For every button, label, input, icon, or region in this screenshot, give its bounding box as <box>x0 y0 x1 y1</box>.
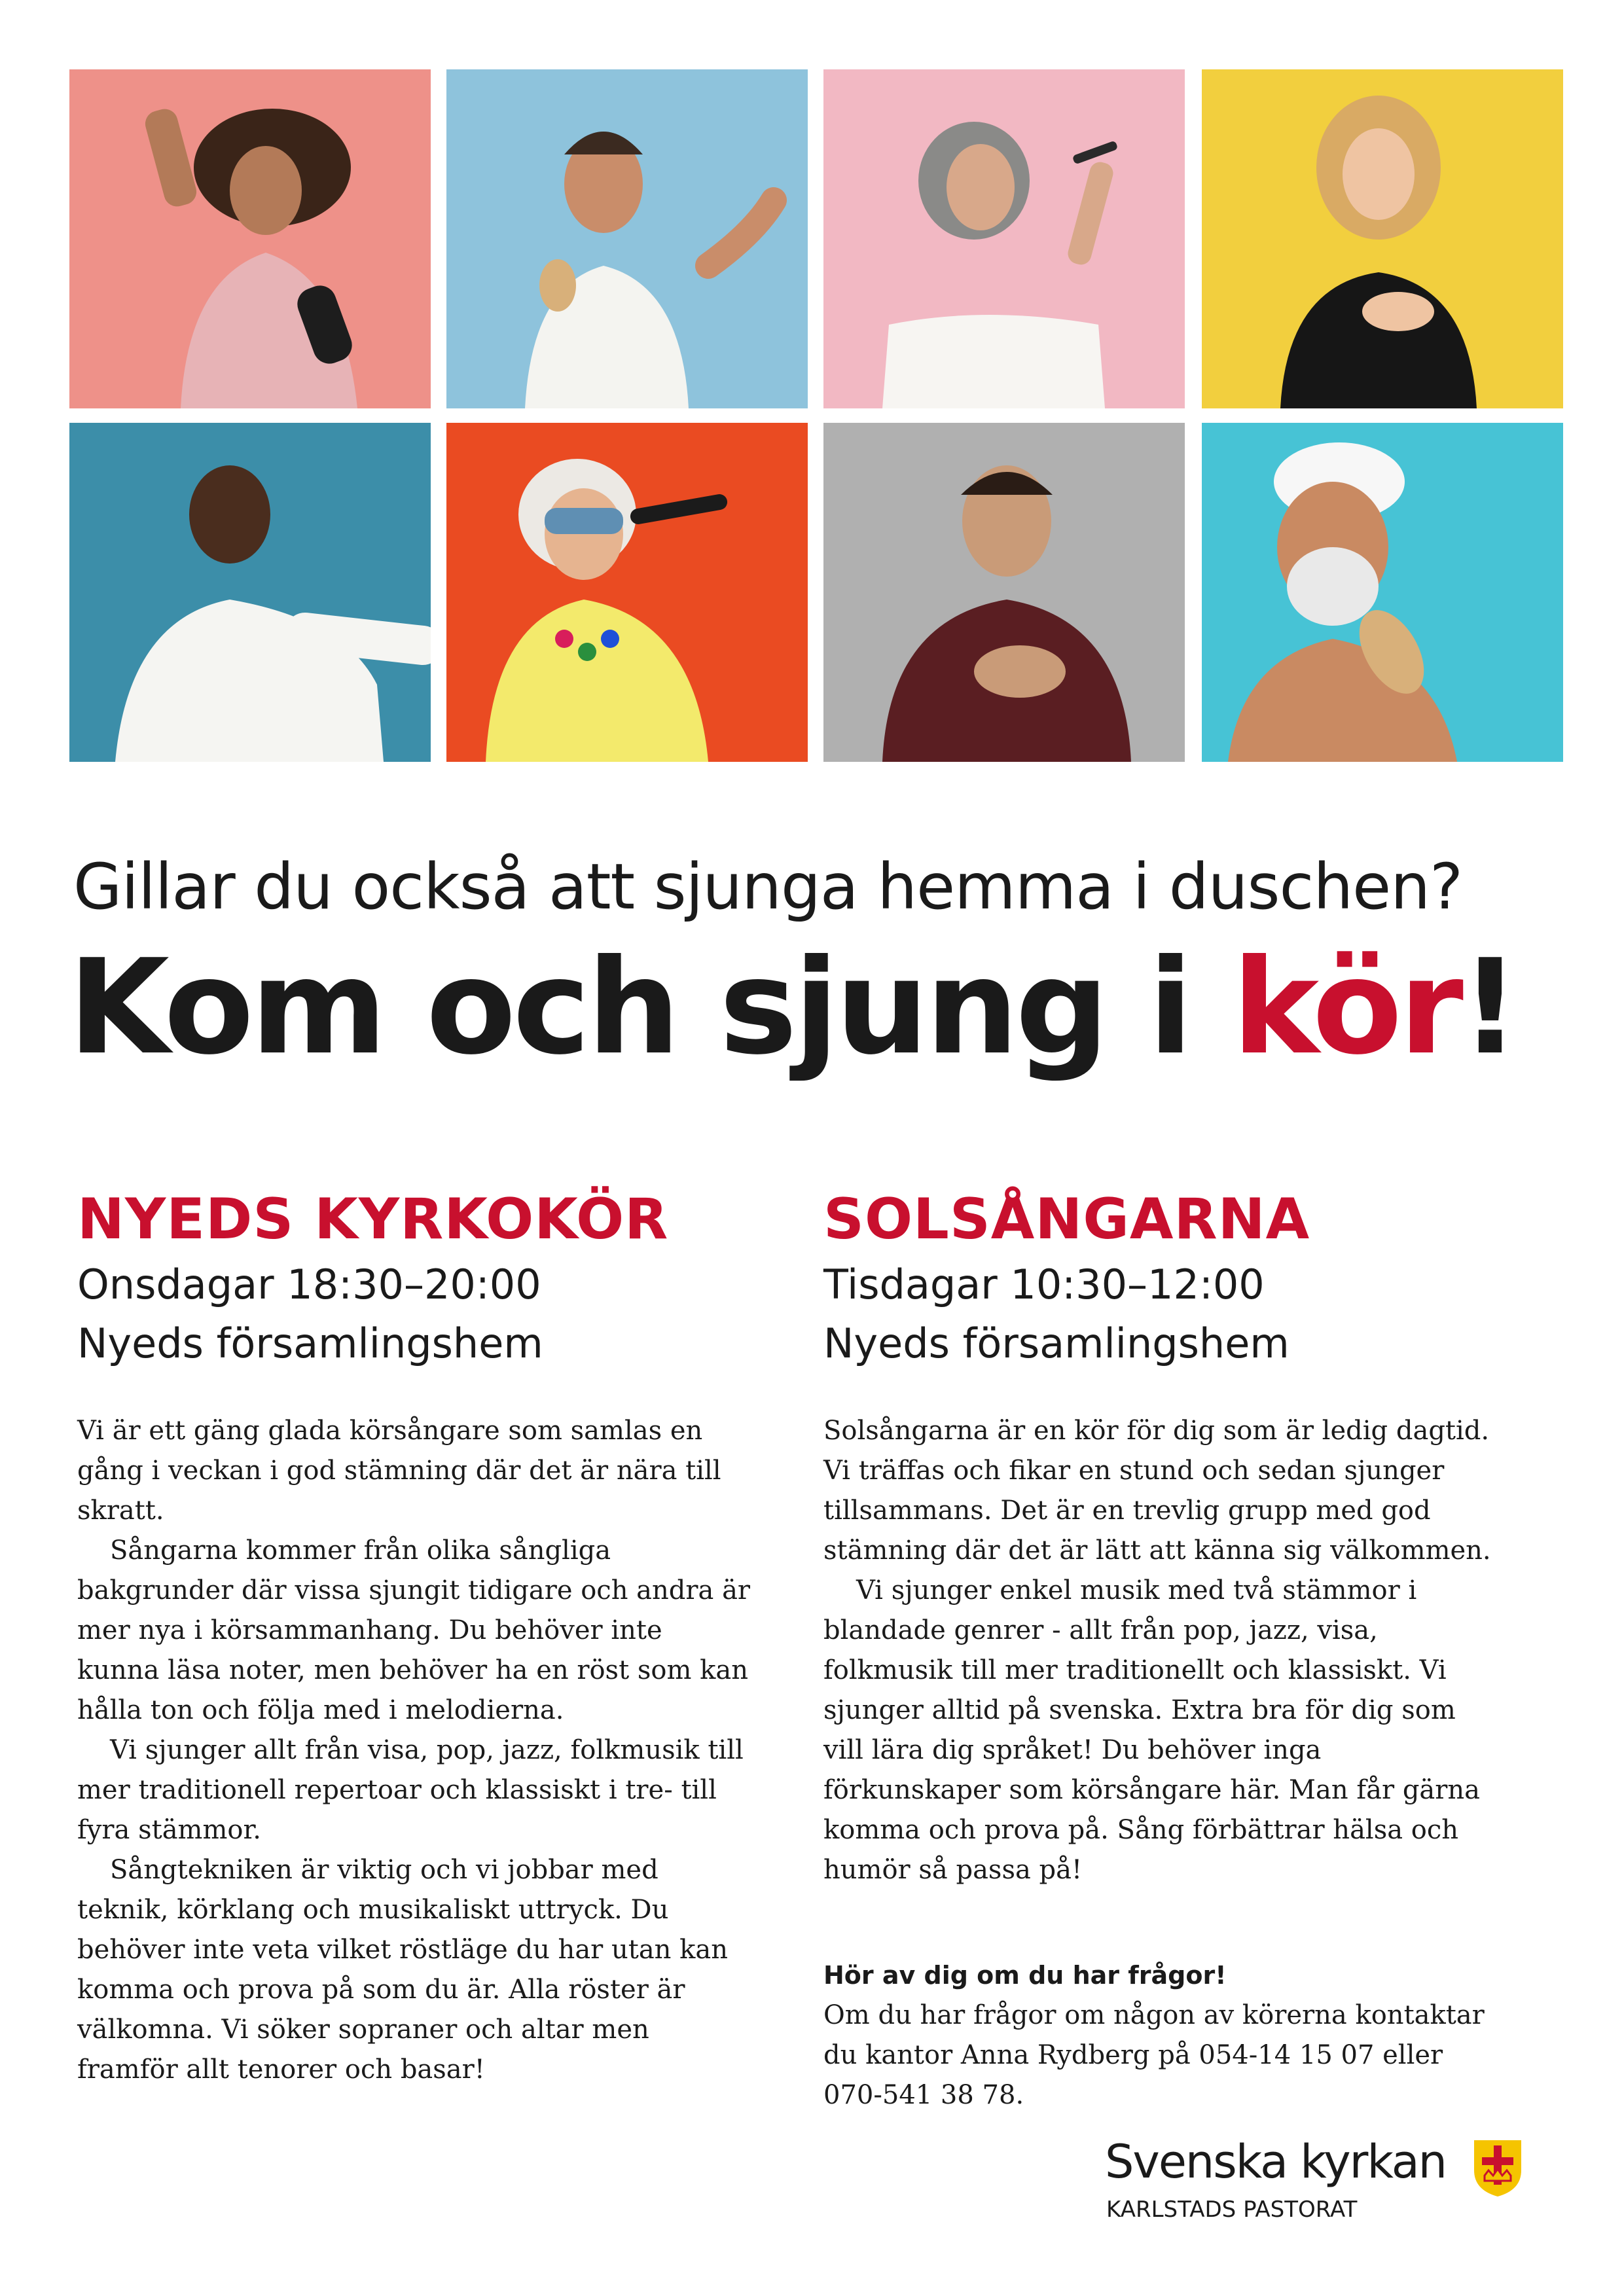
choir-location: Nyeds församlingshem <box>823 1319 1290 1367</box>
paragraph: Vi sjunger enkel musik med två stämmor i blandade genrer - allt från pop, jazz, visa, folkmusik till mer traditionellt och klassiskt. Vi sjunger alltid på svenska. Extra bra för dig som vill lära dig språket! Du behöver inga förkunskaper som körsångare här. Man får gärna komma och prova på. Sång förbättrar hälsa och humör så passa på! <box>823 1575 1481 1885</box>
headline-question: Gillar du också att sjunga hemma i duschen? <box>73 850 1463 924</box>
choir-name: NYEDS KYRKOKÖR <box>77 1187 669 1252</box>
photo-man-singing-into-hairbrush <box>446 69 808 408</box>
paragraph: Solsångarna är en kör för dig som är ledig dagtid. Vi träffas och fikar en stund och sedan sjunger tillsammans. Det är en trevlig grupp med god stämning där det är lätt att känna sig välkommen. <box>823 1416 1491 1566</box>
paragraph: Vi sjunger allt från visa, pop, jazz, folkmusik till mer traditionell repertoar och klassiskt i tre- till fyra stämmor. <box>77 1735 744 1845</box>
photo-man-singing-in-shower <box>1202 423 1563 762</box>
choir-description <box>77 1411 751 2090</box>
choir-solsangarna <box>823 1183 1498 2115</box>
contact-text: Om du har frågor om någon av körerna kontaktar du kantor Anna Rydberg på 054-14 15 07 eller 070-541 38 78. <box>823 2000 1485 2110</box>
choir-name: SOLSÅNGARNA <box>823 1187 1310 1252</box>
headline-accent: kör <box>1232 931 1460 1084</box>
choir-schedule: Onsdagar 18:30–20:00 <box>77 1261 541 1308</box>
headline-exclamation: ! <box>1460 931 1517 1084</box>
choir-nyeds-kyrkokor <box>77 1183 751 2090</box>
paragraph: Sångtekniken är viktig och vi jobbar med teknik, körklang och musikaliskt uttryck. Du behöver inte veta vilket röstläge du har utan kan komma och prova på som du är. Alla röster är välkomna. Vi söker sopraner och altar men framför allt tenorer och basar! <box>77 1855 729 2085</box>
photo-woman-singing-with-speaker <box>69 69 431 408</box>
photo-woman-singing-hand-on-chest <box>1202 69 1563 408</box>
photo-woman-in-towel-singing <box>823 69 1185 408</box>
paragraph: Vi är ett gäng glada körsångare som samlas en gång i veckan i god stämning där det är nära till skratt. <box>77 1416 721 1526</box>
paragraph: Sångarna kommer från olika sångliga bakgrunder där vissa sjungit tidigare och andra är mer nya i körsammanhang. Du behöver inte kunna läsa noter, men behöver ha en röst som kan hålla ton och följa med i melodierna. <box>77 1535 751 1725</box>
contact-title: Hör av dig om du har frågor! <box>823 1961 1227 1990</box>
choir-description <box>823 1411 1498 1890</box>
logo-subtitle: KARLSTADS PASTORAT <box>1106 2197 1358 2223</box>
photo-man-singing-in-turtleneck <box>823 423 1185 762</box>
photo-elderly-woman-with-microphone <box>446 423 808 762</box>
photo-man-dancing-in-white-shirt <box>69 423 431 762</box>
choir-location: Nyeds församlingshem <box>77 1319 543 1367</box>
headline-main <box>68 929 1587 1086</box>
logo-name: Svenska kyrkan <box>1105 2135 1447 2189</box>
crown-cross-icon <box>1471 2138 1524 2198</box>
svenska-kyrkan-logo <box>1105 2132 1524 2231</box>
contact-section <box>823 1956 1498 2115</box>
headline-main-text: Kom och sjung i <box>68 931 1233 1084</box>
choir-schedule: Tisdagar 10:30–12:00 <box>823 1261 1265 1308</box>
